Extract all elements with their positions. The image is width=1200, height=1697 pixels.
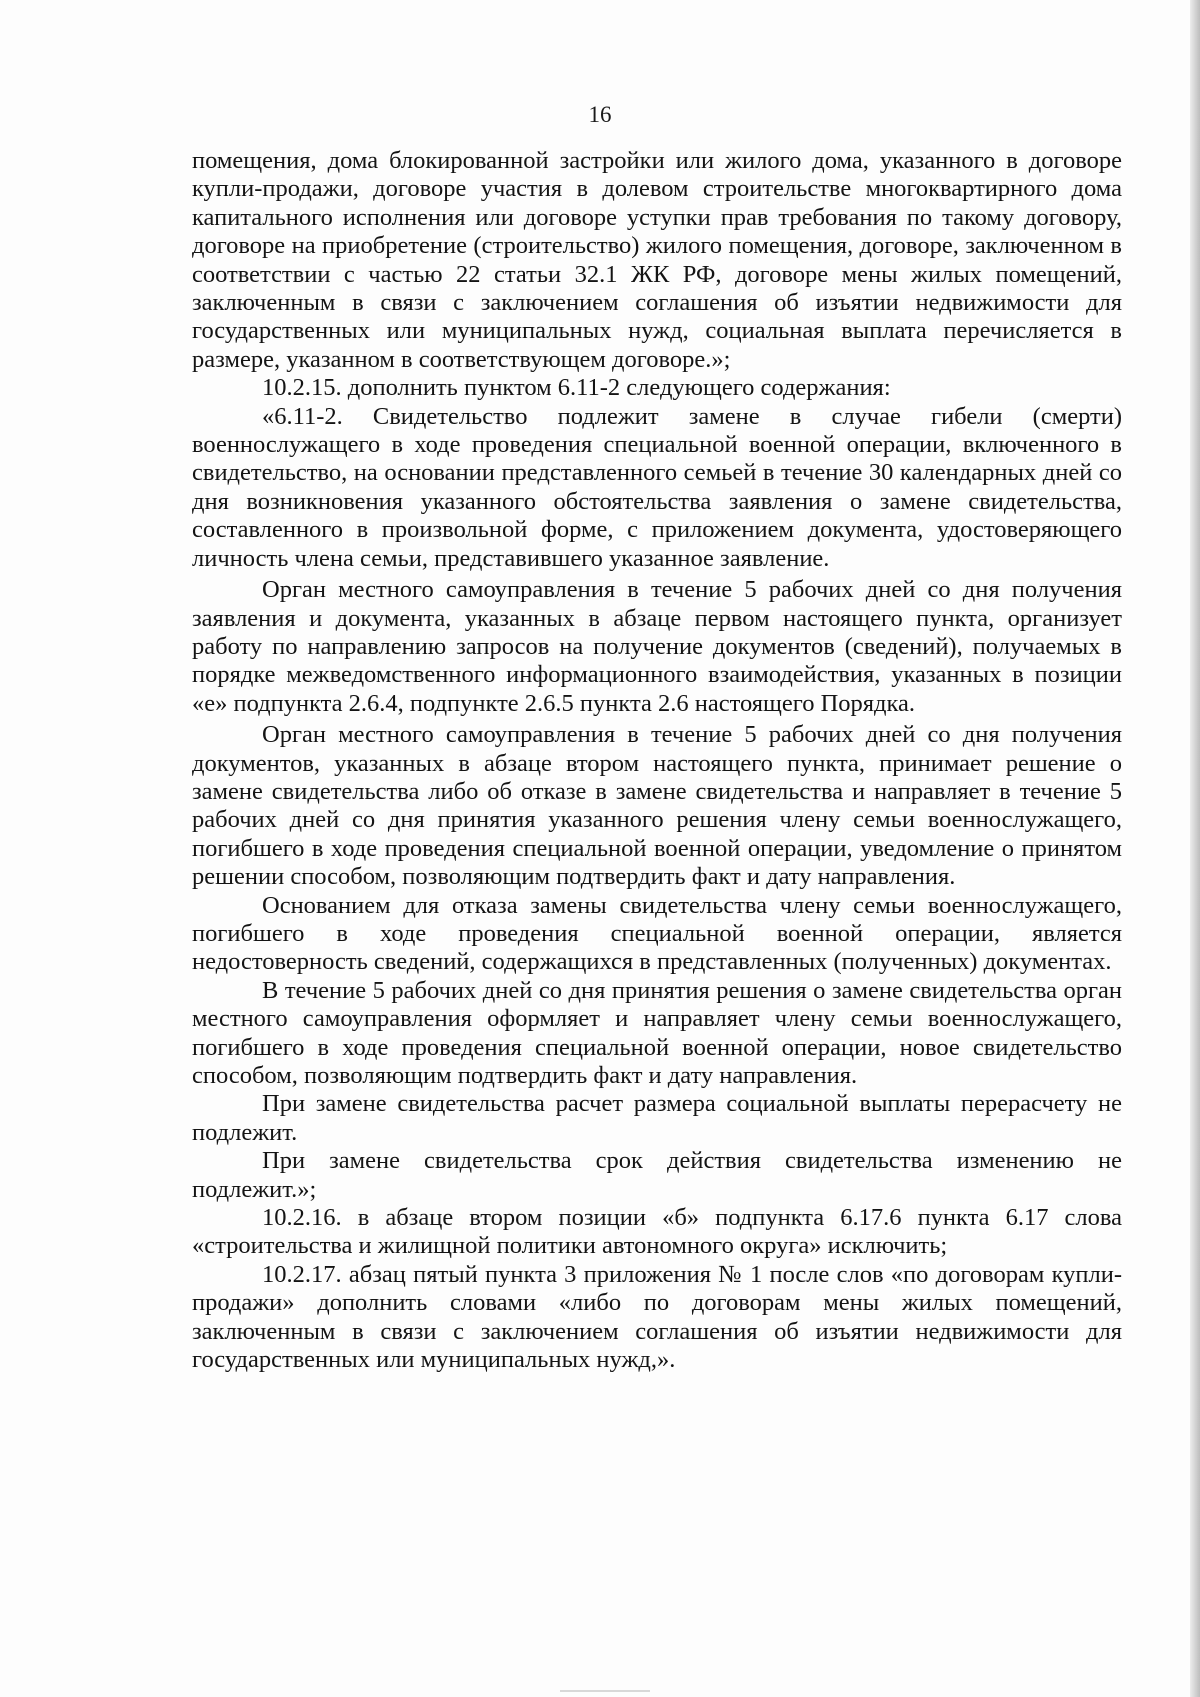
paragraph-item-10-2-17: 10.2.17. абзац пятый пункта 3 приложения № 1 после слов «по договорам купли-продажи» дополнить словами «либо по договорам мены жилых помещений, заключенным в связи с заключением соглашения об изъятии недвижимости для государственных или муниципальных нужд,». [192, 1260, 1122, 1374]
paragraph-no-recalculation: При замене свидетельства расчет размера социальной выплаты перерасчету не подлежит. [192, 1090, 1122, 1146]
paragraph-validity-unchanged: При замене свидетельства срок действия свидетельства изменению не подлежит.»; [192, 1147, 1122, 1203]
paragraph-decision: Орган местного самоуправления в течение 5 рабочих дней со дня получения документов, указанных в абзаце втором настоящего пункта, принимает решение о замене свидетельства либо об отказе в замене свидетельства и направляет в течение 5 рабочих дней со дня принятия указанного решения члену семьи военнослужащего, погибшего в ходе проведения специальной военной операции, уведомление о принятом решении способом, позволяющим подтвердить факт и дату направления. [192, 721, 1122, 891]
paragraph-refusal-grounds: Основанием для отказа замены свидетельства члену семьи военнослужащего, погибшего в ходе проведения специальной военной операции, является недостоверность сведений, содержащихся в представленных (полученных) документах. [192, 891, 1122, 976]
scan-edge-shadow [1190, 0, 1200, 1697]
paragraph-request-documents: Орган местного самоуправления в течение 5 рабочих дней со дня получения заявления и документа, указанных в абзаце первом настоящего пункта, организует работу по направлению запросов на получение документов (сведений), получаемых в порядке межведомственного информационного взаимодействия, указанных в позиции «е» подпункта 2.6.4, подпункте 2.6.5 пункта 2.6 настоящего Порядка. [192, 576, 1122, 717]
page-number: 16 [588, 102, 612, 127]
paragraph-continuation: помещения, дома блокированной застройки или жилого дома, указанного в договоре купли-продажи, договоре участия в долевом строительстве многоквартирного дома капитального исполнения или договоре уступки прав требования по такому договору, договоре на приобретение (строительство) жилого помещения, договоре, заключенном в соответствии с частью 22 статьи 32.1 ЖК РФ, договоре мены жилых помещений, заключенным в связи с заключением соглашения об изъятии недвижимости для государственных или муниципальных нужд, социальная выплата перечисляется в размере, указанном в соответствующем договоре.»; [192, 147, 1122, 373]
paragraph-item-10-2-16: 10.2.16. в абзаце втором позиции «б» подпункта 6.17.6 пункта 6.17 слова «строительства и жилищной политики автономного округа» исключить; [192, 1204, 1122, 1260]
paragraph-item-6-11-2: «6.11-2. Свидетельство подлежит замене в случае гибели (смерти) военнослужащего в ходе проведения специальной военной операции, включенного в свидетельство, на основании представленного семьей в течение 30 календарных дней со дня возникновения указанного обстоятельства заявления о замене свидетельства, составленного в произвольной форме, с приложением документа, удостоверяющего личность члена семьи, представившего указанное заявление. [192, 402, 1122, 572]
paragraph-new-certificate: В течение 5 рабочих дней со дня принятия решения о замене свидетельства орган местного самоуправления оформляет и направляет члену семьи военнослужащего, погибшего в ходе проведения специальной военной операции, новое свидетельство способом, позволяющим подтвердить факт и дату направления. [192, 976, 1122, 1089]
document-body [192, 147, 1122, 1374]
scan-artifact [560, 1690, 650, 1692]
paragraph-item-10-2-15: 10.2.15. дополнить пунктом 6.11-2 следующего содержания: [262, 374, 891, 402]
